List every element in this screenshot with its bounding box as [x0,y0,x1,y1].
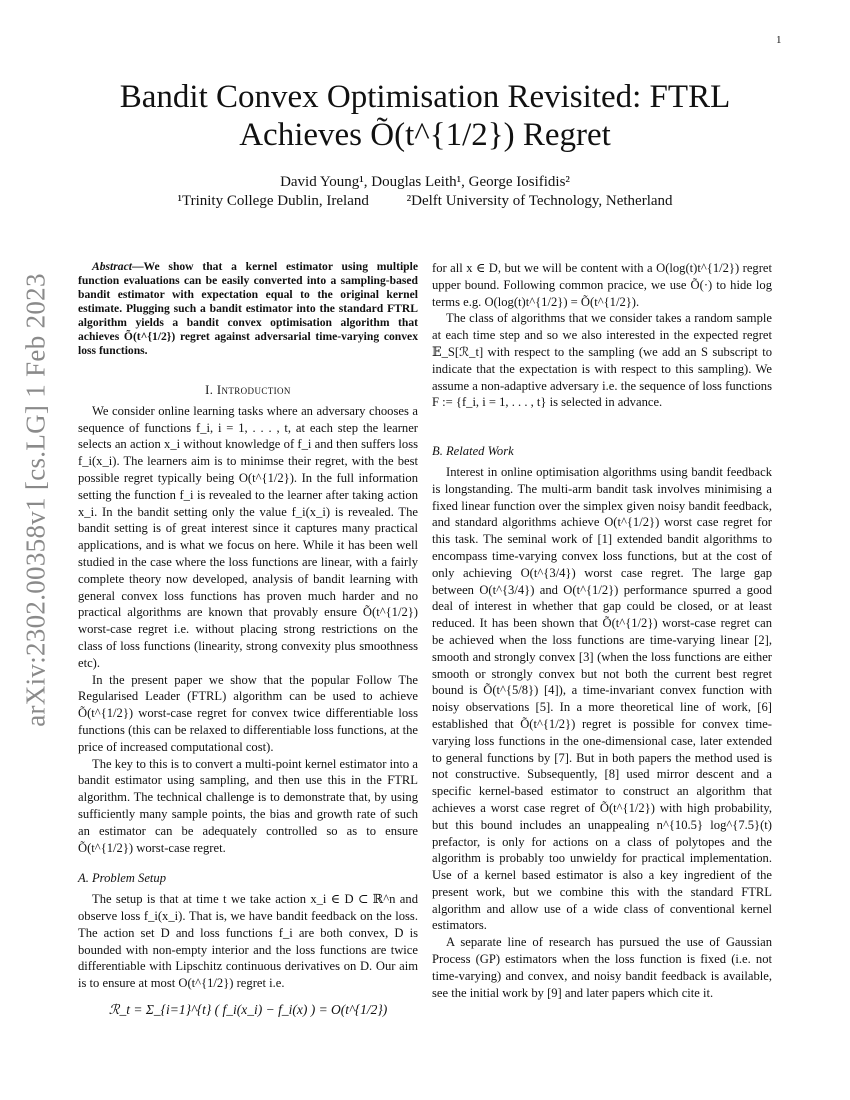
right-paragraph-1: for all x ∈ D, but we will be content with a O(log(t)t^{1/2}) regret upper bound. Following common pracice, we use Õ(·) to hide log terms e.g. O(log(t)t^{1/2}) = Õ(t^{1/2}). [432,261,772,309]
right-paragraph-2: The class of algorithms that we consider takes a random sample at each time step and so we also interested in the expected regret 𝔼_S[ℛ_t] with respect to the sampling (we add an S subscript to indicate that the expectation is with respect to this sampling). We assume a non-adaptive adversary i.e. the sequence of loss functions F := {f_i, i = 1, . . . , t} is selected in advance. [432,311,772,410]
setup-paragraph: The setup is that at time t we take action x_i ∈ D ⊂ ℝ^n and observe loss f_i(x_i). That is, we have bandit feedback on the loss. The action set D and loss functions f_i are both convex, D is bounded with non-empty interior and the loss functions are twice differentiable with Lipschitz continuous derivatives on D. Our aim is to ensure at most O(t^{1/2}) regret i.e. [78,892,418,991]
intro-paragraph-2: In the present paper we show that the popular Follow The Regularised Leader (FTRL) algorithm can be used to achieve Õ(t^{1/2}) worst-case regret for convex twice differentiable loss functions (this can be relaxed to differentiable loss functions, at the price of increased computational cost). [78,672,418,754]
author-list: David Young¹, Douglas Leith¹, George Iosifidis² [280,174,570,190]
abstract-label: Abstract [92,260,132,273]
page-number: 1 [776,34,782,46]
intro-paragraph-1: We consider online learning tasks where an adversary chooses a sequence of functions f_i, i = 1, . . . , t, at each step the learner selects an action x_i without knowledge of f_i and then suffers loss f_i(x_i). The learners aim is to minimse their regret, with the best possible regret typically being O(t^{1/2}). In the full information setting the function f_i is revealed to the learner after taking action x_i. In the bandit setting only the value f_i(x_i) is revealed. The bandit setting is of great interest since it captures many practical applications, and is what we focus on here. While it has been well studied in the case where the loss functions are linear, with a fairly complete theory now developed, analysis of bandit learning with general convex loss functions has proven much harder and no practical algorithms are known that provably ensure Õ(t^{1/2}) worst-case regret i.e. without placing strong restrictions on the class of loss functions (linearity, strong convexity plus smoothness etc). [78,403,418,670]
title-line-1: Bandit Convex Optimisation Revisited: FTRL [119,79,731,115]
right-column [432,260,772,1001]
abstract-text: —We show that a kernel estimator using multiple function evaluations can be easily converted into a sampling-based bandit estimator with expectation equal to the original kernel estimate. Plugging such a bandit estimator into the standard FTRL algorithm yields a bandit convex optimisation algorithm that achieves Õ(t^{1/2}) regret against adversarial time-varying convex loss functions. [78,260,418,357]
subsection-problem-setup-heading: A. Problem Setup [78,871,167,886]
section-introduction-heading: I. Introduction [205,383,291,397]
arxiv-stamp-text: arXiv:2302.00358v1 [cs.LG] 1 Feb 2023 [20,273,51,727]
arxiv-stamp [12,273,60,727]
title-line-2: Achieves Õ(t^{1/2}) Regret [239,117,611,153]
affiliation-2: ²Delft University of Technology, Netherland [406,193,673,209]
affiliations [80,193,770,210]
paper-title [80,78,770,154]
affiliation-1: ¹Trinity College Dublin, Ireland [177,193,369,209]
related-paragraph-2: A separate line of research has pursued the use of Gaussian Process (GP) estimators when the loss function is fixed (i.e. not time-varying) and convex, and noisy bandit feedback is available, see the initial work by [9] and later papers which cite it. [432,935,772,1000]
intro-paragraph-3: The key to this is to convert a multi-point kernel estimator into a bandit estimator using sampling, and then use this in the FTRL algorithm. The technical challenge is to demonstrate that, by using sufficiently many sample points, the bias and growth rate of such an estimator can be adequately controlled so as to ensure Õ(t^{1/2}) worst-case regret. [78,756,418,855]
abstract [78,260,418,358]
left-column [78,260,418,1023]
related-paragraph-1: Interest in online optimisation algorithms using bandit feedback is longstanding. The multi-arm bandit task involves minimising a fixed linear function over the simplex given noisy bandit feedback, and standard algorithms achieve O(t^{1/2}) worst case regret for this task. The seminal work of [1] extended bandit algorithms to encompass time-varying convex loss functions, but at the cost of only achieving O(t^{3/4}) worst case regret. The large gap between O(t^{3/4}) and O(t^{1/2}) performance spurred a good deal of interest in whether that gap could be closed, or at least reduced. It has been shown that Õ(t^{1/2}) worst-case regret can be achieved when the loss functions are time-varying linear [2], smooth and strongly convex [3] (when the loss functions are either smooth or strongly convex but not both the current best regret bound is Õ(t^{5/8}) [4]), a time-invariant convex function with noisy observations [5]. In a more theoretical line of work, [6] established that Õ(t^{1/2}) regret is possible for convex time-varying loss functions in the one-dimensional case, later extended to general functions by [7]. But in both papers the method used is not constructive. Subsequently, [8] used mirror descent and a specific kernel-based estimator to construct an algorithm that achieves a worst case regret of Õ(t^{1/2}) with high probability, but this bound includes an unappealing n^{10.5} log^{7.5}(t) prefactor, is only for actions on a class of polytopes and the algorithm is probably too unwieldy for practical implementation. Use of a kernel based estimator is also a key ingredient of the present work, but we combine this with the standard FTRL algorithm and allow use of a wide class of conventional kernel estimators. [432,464,772,933]
subsection-related-work-heading: B. Related Work [432,444,514,459]
regret-equation: ℛ_t = Σ_{i=1}^{t} ( f_i(x_i) − f_i(x) ) = O(t^{1/2}) [108,1001,388,1017]
